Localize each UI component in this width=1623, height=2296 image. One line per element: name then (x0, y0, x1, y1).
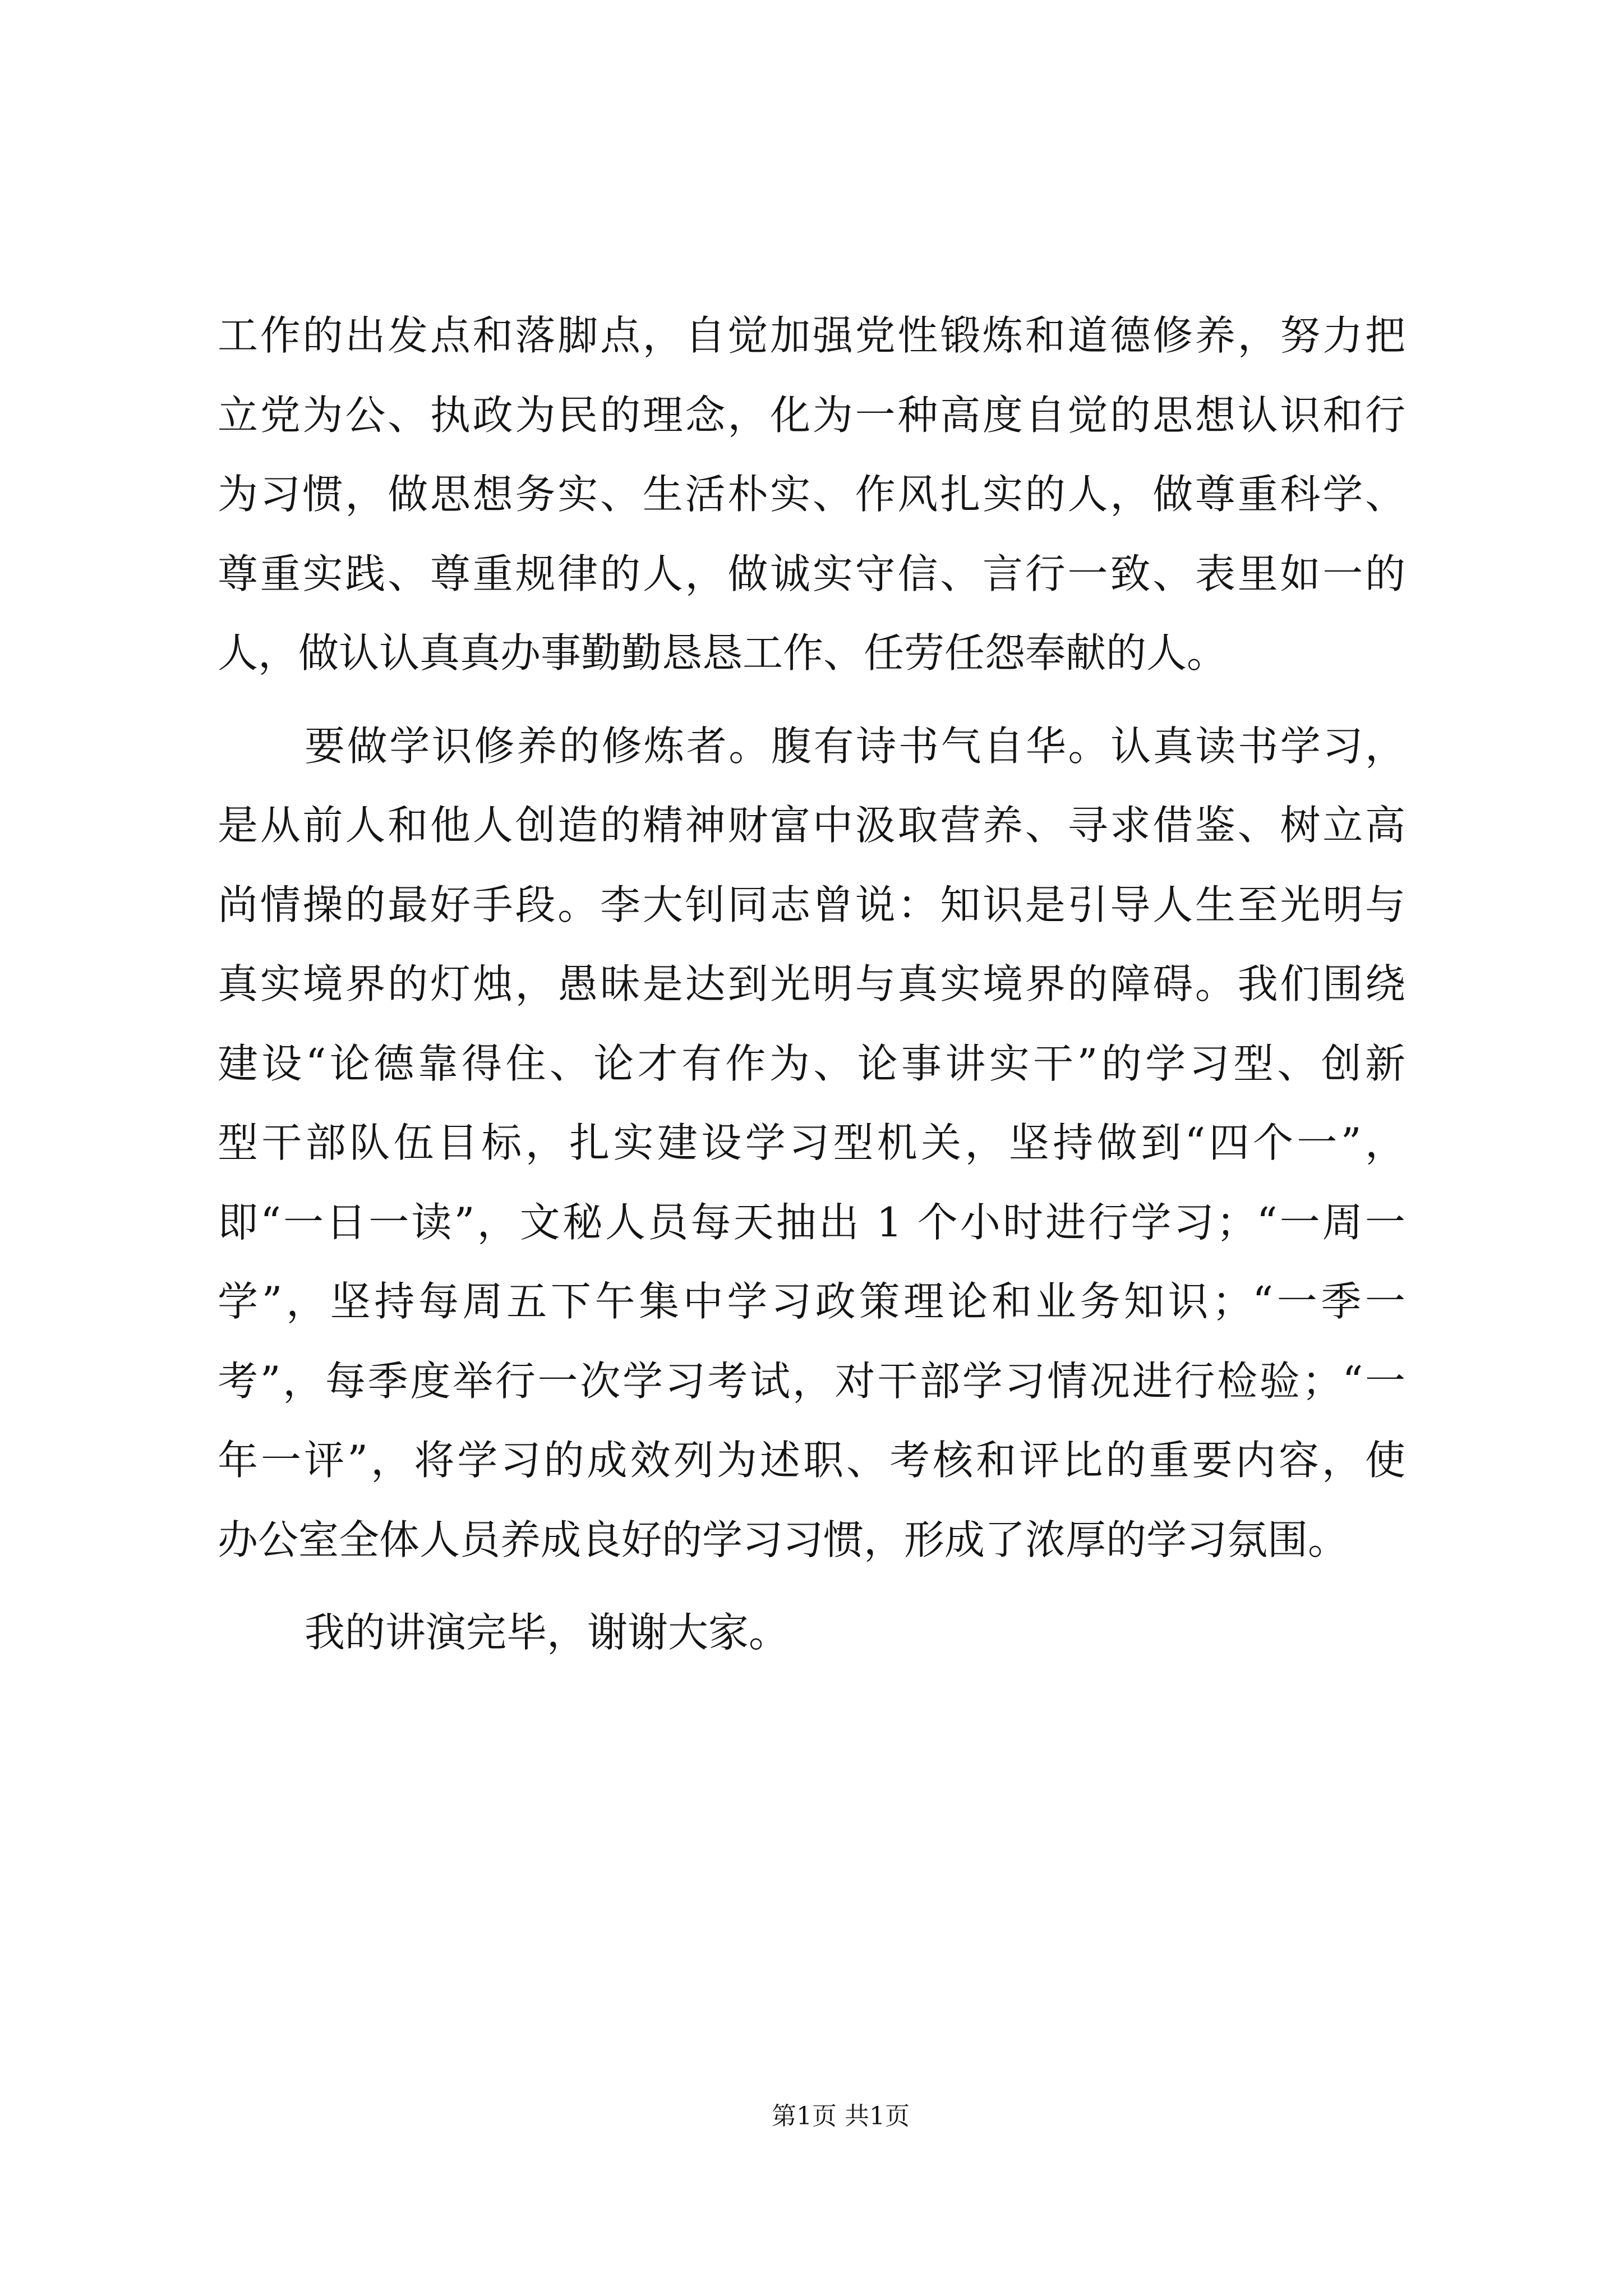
text-line: 年一评”，将学习的成效列为述职、考核和评比的重要内容，使 (218, 1437, 1405, 1484)
text-line: 尚情操的最好手段。李大钊同志曾说：知识是引导人生至光明与 (218, 881, 1405, 928)
text-line: 我的讲演完毕，谢谢大家。 (305, 1609, 790, 1656)
text-line: 型干部队伍目标，扎实建设学习型机关，坚持做到“四个一”， (218, 1119, 1405, 1166)
paragraph (218, 707, 1405, 1580)
paragraph (218, 296, 1405, 693)
text-line: 建设“论德靠得住、论才有作为、论事讲实干”的学习型、创新 (218, 1039, 1405, 1087)
text-line: 要做学识修养的修炼者。腹有诗书气自华。认真读书学习， (305, 722, 1405, 770)
text-line: 尊重实践、尊重规律的人，做诚实守信、言行一致、表里如一的 (218, 550, 1405, 597)
text-line: 考”，每季度举行一次学习考试，对干部学习情况进行检验；“一 (218, 1357, 1405, 1405)
text-line: 办公室全体人员养成良好的学习习惯，形成了浓厚的学习氛围。 (218, 1516, 1349, 1563)
text-line: 是从前人和他人创造的精神财富中汲取营养、寻求借鉴、树立高 (218, 802, 1405, 849)
text-line: 工作的出发点和落脚点，自觉加强党性锻炼和道德修养，努力把 (218, 312, 1405, 359)
text-line: 真实境界的灯烛，愚昧是达到光明与真实境界的障碍。我们围绕 (218, 960, 1405, 1007)
text-line: 即“一日一读”，文秘人员每天抽出 1 个小时进行学习；“一周一 (218, 1198, 1405, 1246)
text-line: 立党为公、执政为民的理念，化为一种高度自觉的思想认识和行 (218, 391, 1405, 439)
text-line: 学”，坚持每周五下午集中学习政策理论和业务知识；“一季一 (218, 1278, 1405, 1325)
text-line: 为习惯，做思想务实、生活朴实、作风扎实的人，做尊重科学、 (218, 471, 1405, 518)
paragraph (218, 1593, 1405, 1673)
text-line: 人，做认认真真办事勤勤恳恳工作、任劳任怨奉献的人。 (218, 629, 1228, 677)
document-body (218, 296, 1405, 1686)
page-footer: 第1页 共1页 (772, 2102, 910, 2131)
